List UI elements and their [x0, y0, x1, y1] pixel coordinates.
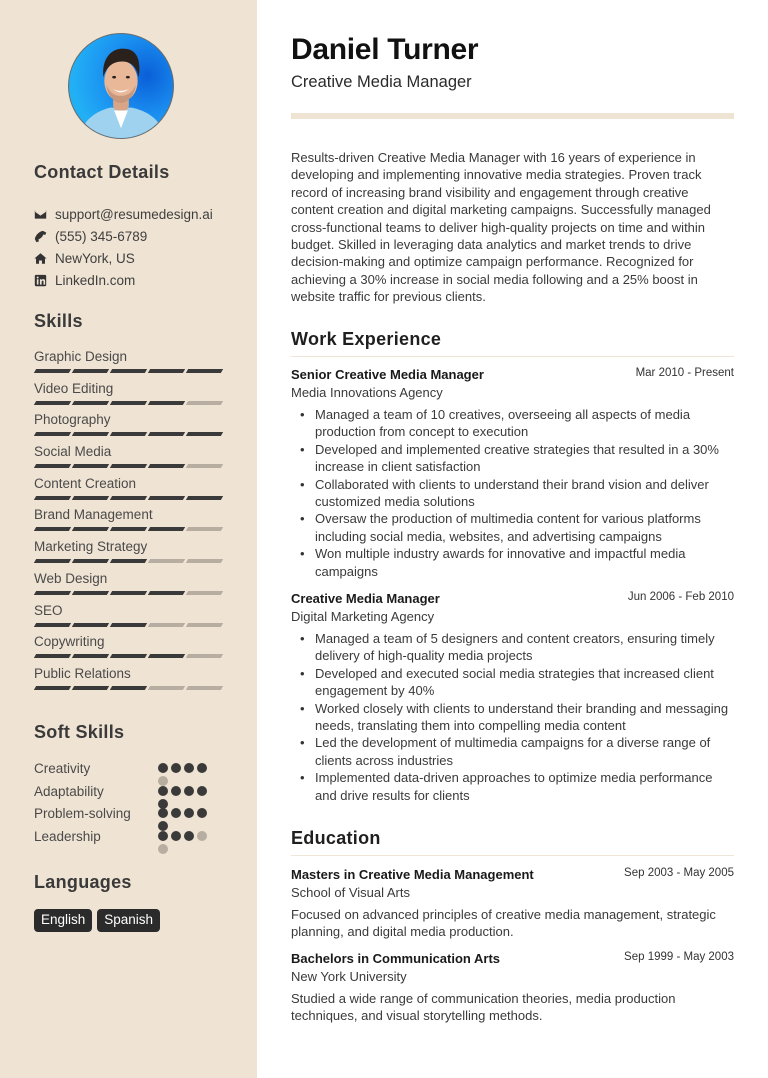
level-bar-filled — [186, 496, 223, 500]
education-dates: Sep 2003 - May 2005 — [624, 867, 734, 879]
job-bullet: • Managed a team of 10 creatives, overseeing all aspects of media production from concept to execution — [291, 406, 734, 441]
level-bar-filled — [34, 496, 71, 500]
avatar-illustration — [69, 34, 173, 138]
education-divider — [291, 855, 734, 856]
level-dot-filled — [158, 808, 168, 818]
candidate-title: Creative Media Manager — [291, 73, 472, 91]
level-dot-empty — [158, 844, 168, 854]
education-heading: Education — [291, 828, 381, 848]
skill-label: Marketing Strategy — [34, 539, 148, 555]
skill-level-bars — [34, 496, 234, 500]
level-bar-filled — [110, 496, 147, 500]
level-bar-filled — [110, 369, 147, 373]
level-bar-empty — [186, 591, 223, 595]
level-dot-filled — [171, 808, 181, 818]
level-bar-filled — [72, 559, 109, 563]
profile-photo — [68, 33, 174, 139]
skills-heading: Skills — [34, 311, 83, 331]
education-dates: Sep 1999 - May 2003 — [624, 951, 734, 963]
soft-skills-list — [34, 760, 234, 850]
skill-label: Photography — [34, 412, 111, 428]
level-dot-filled — [158, 786, 168, 796]
level-bar-filled — [72, 527, 109, 531]
level-dot-filled — [158, 831, 168, 841]
contact-location-text: NewYork, US — [55, 250, 135, 266]
skill-item — [34, 380, 234, 412]
work-heading: Work Experience — [291, 329, 442, 349]
level-bar-empty — [148, 559, 185, 563]
skill-label: SEO — [34, 602, 63, 618]
level-bar-filled — [148, 654, 185, 658]
soft-skill-label: Leadership — [34, 828, 101, 844]
contact-phone[interactable] — [34, 225, 244, 247]
sidebar — [0, 0, 257, 1078]
level-bar-filled — [110, 559, 147, 563]
soft-skill-item — [34, 828, 234, 851]
education-description: Studied a wide range of communication theories, media production techniques, and visual storytelling methods. — [291, 991, 676, 1024]
level-bar-filled — [110, 401, 147, 405]
soft-skills-heading: Soft Skills — [34, 722, 125, 742]
job-company: Media Innovations Agency — [291, 385, 443, 400]
skill-level-bars — [34, 686, 234, 690]
phone-icon — [34, 230, 47, 243]
level-bar-empty — [186, 559, 223, 563]
level-dot-filled — [184, 808, 194, 818]
job-bullet: • Won multiple industry awards for innovative and impactful media campaigns — [291, 545, 734, 580]
level-bar-filled — [34, 401, 71, 405]
job-bullet: • Implemented data-driven approaches to optimize media performance and drive results for clients — [291, 769, 734, 804]
level-bar-filled — [148, 464, 185, 468]
level-dot-filled — [158, 763, 168, 773]
level-dot-filled — [184, 786, 194, 796]
level-bar-empty — [186, 654, 223, 658]
soft-skill-item — [34, 760, 234, 783]
contact-email-text: support@resumedesign.ai — [55, 206, 213, 222]
skill-level-bars — [34, 401, 234, 405]
level-bar-filled — [34, 527, 71, 531]
level-bar-empty — [186, 401, 223, 405]
job-role: Senior Creative Media Manager — [291, 367, 484, 382]
skill-label: Brand Management — [34, 507, 153, 523]
soft-skill-level-dots — [158, 831, 214, 854]
header-accent-bar — [291, 113, 734, 119]
level-bar-filled — [72, 654, 109, 658]
skill-label: Web Design — [34, 570, 108, 586]
skill-label: Copywriting — [34, 634, 105, 650]
level-bar-filled — [148, 496, 185, 500]
level-dot-filled — [197, 763, 207, 773]
skill-item — [34, 570, 234, 602]
linkedin-icon — [34, 274, 47, 287]
job-bullet: • Collaborated with clients to understand their brand vision and deliver customized media solutions — [291, 476, 734, 511]
level-bar-filled — [34, 686, 71, 690]
level-dot-filled — [197, 808, 207, 818]
degree: Masters in Creative Media Management — [291, 867, 534, 882]
level-dot-filled — [171, 786, 181, 796]
skill-item — [34, 475, 234, 507]
skill-level-bars — [34, 591, 234, 595]
job-bullet: • Led the development of multimedia campaigns for a diverse range of clients across industries — [291, 734, 734, 769]
job-dates: Mar 2010 - Present — [635, 367, 734, 379]
level-bar-filled — [110, 432, 147, 436]
skill-label: Graphic Design — [34, 349, 128, 364]
skill-item — [34, 633, 234, 665]
skill-item — [34, 411, 234, 443]
level-bar-filled — [148, 527, 185, 531]
skill-item — [34, 348, 234, 380]
level-bar-filled — [110, 686, 147, 690]
level-bar-filled — [148, 591, 185, 595]
level-bar-empty — [148, 623, 185, 627]
skill-level-bars — [34, 369, 234, 373]
skill-item — [34, 602, 234, 634]
contact-list — [34, 203, 244, 291]
level-bar-filled — [110, 654, 147, 658]
level-dot-filled — [171, 763, 181, 773]
soft-skill-label: Problem-solving — [34, 806, 131, 821]
level-bar-filled — [34, 432, 71, 436]
level-bar-filled — [110, 623, 147, 627]
skill-label: Public Relations — [34, 665, 131, 681]
level-bar-filled — [34, 654, 71, 658]
level-bar-empty — [186, 464, 223, 468]
education-entry — [291, 866, 734, 941]
level-dot-empty — [197, 831, 207, 841]
soft-skill-label: Creativity — [34, 761, 91, 776]
level-bar-filled — [148, 401, 185, 405]
level-dot-filled — [184, 763, 194, 773]
level-bar-filled — [72, 432, 109, 436]
job-company: Digital Marketing Agency — [291, 609, 435, 624]
level-bar-filled — [72, 464, 109, 468]
skill-level-bars — [34, 464, 234, 468]
level-bar-filled — [72, 496, 109, 500]
level-bar-empty — [186, 623, 223, 627]
level-bar-filled — [186, 432, 223, 436]
work-divider — [291, 356, 734, 357]
skill-item — [34, 538, 234, 570]
level-bar-filled — [72, 686, 109, 690]
skill-item — [34, 506, 234, 538]
level-bar-filled — [72, 401, 109, 405]
skill-label: Social Media — [34, 444, 112, 460]
skill-level-bars — [34, 654, 234, 658]
job-bullet: • Developed and implemented creative strategies that resulted in a 30% increase in client satisfaction — [291, 441, 734, 476]
skill-item — [34, 443, 234, 475]
contact-location — [34, 247, 244, 269]
level-dot-filled — [197, 786, 207, 796]
job-bullet: • Oversaw the production of multimedia content for various platforms including social media, websites, and advertising campaigns — [291, 510, 734, 545]
level-dot-filled — [184, 831, 194, 841]
contact-linkedin-text: LinkedIn.com — [55, 272, 136, 288]
level-bar-filled — [34, 369, 71, 373]
level-bar-filled — [110, 591, 147, 595]
home-icon — [34, 252, 47, 265]
contact-linkedin[interactable] — [34, 269, 244, 291]
job-entry — [291, 366, 734, 580]
soft-skill-item — [34, 783, 234, 806]
school: New York University — [291, 969, 407, 984]
level-bar-empty — [186, 527, 223, 531]
level-bar-filled — [148, 432, 185, 436]
skill-level-bars — [34, 623, 234, 627]
job-bullet: • Managed a team of 5 designers and content creators, ensuring timely delivery of high-quality media projects — [291, 630, 734, 665]
education-entry — [291, 950, 734, 1025]
level-bar-empty — [186, 686, 223, 690]
degree: Bachelors in Communication Arts — [291, 951, 500, 966]
job-role: Creative Media Manager — [291, 591, 440, 606]
job-bullets — [291, 406, 734, 580]
job-entry — [291, 590, 734, 804]
profile-summary: Results-driven Creative Media Manager with 16 years of experience in developing and implementing innovative media strategies. Proven track record of increasing brand visibility and engagement through creative content creation and digital marketing campaigns. Successfully managed cross-functional teams to deliver high-quality projects on time and within budget. Skilled in leveraging data analytics and market trends to drive decision-making and optimize campaign performance. Recognized for achieving a 30% increase in social media following and a 25% boost in website traffic for previous clients. — [291, 150, 711, 305]
skill-item — [34, 665, 234, 697]
contact-heading: Contact Details — [34, 162, 170, 182]
skill-level-bars — [34, 432, 234, 436]
level-bar-filled — [148, 369, 185, 373]
level-bar-filled — [72, 369, 109, 373]
soft-skill-item — [34, 805, 234, 828]
job-bullets — [291, 630, 734, 804]
job-bullet: • Developed and executed social media strategies that increased client engagement by 40% — [291, 665, 734, 700]
level-bar-filled — [34, 559, 71, 563]
level-bar-empty — [148, 686, 185, 690]
level-bar-filled — [110, 527, 147, 531]
level-bar-filled — [186, 369, 223, 373]
languages-list — [34, 909, 160, 932]
contact-phone-text: (555) 345-6789 — [55, 228, 148, 244]
soft-skill-label: Adaptability — [34, 783, 104, 799]
education-description: Focused on advanced principles of creative media management, strategic planning, and digital media production. — [291, 907, 716, 940]
level-bar-filled — [72, 623, 109, 627]
languages-heading: Languages — [34, 872, 132, 892]
language-badge: Spanish — [97, 909, 160, 932]
level-bar-filled — [72, 591, 109, 595]
skill-level-bars — [34, 559, 234, 563]
level-bar-filled — [34, 464, 71, 468]
level-dot-filled — [171, 831, 181, 841]
job-bullet: • Worked closely with clients to understand their branding and messaging needs, translating them into compelling media content — [291, 700, 734, 735]
language-badge: English — [34, 909, 92, 932]
candidate-name: Daniel Turner — [291, 33, 479, 66]
contact-email[interactable] — [34, 203, 244, 225]
job-dates: Jun 2006 - Feb 2010 — [627, 591, 734, 603]
level-bar-filled — [110, 464, 147, 468]
skill-level-bars — [34, 527, 234, 531]
level-bar-filled — [34, 623, 71, 627]
school: School of Visual Arts — [291, 885, 410, 900]
skill-label: Video Editing — [34, 380, 114, 396]
envelope-icon — [34, 208, 47, 221]
skills-list — [34, 348, 234, 697]
skill-label: Content Creation — [34, 475, 137, 491]
level-bar-filled — [34, 591, 71, 595]
